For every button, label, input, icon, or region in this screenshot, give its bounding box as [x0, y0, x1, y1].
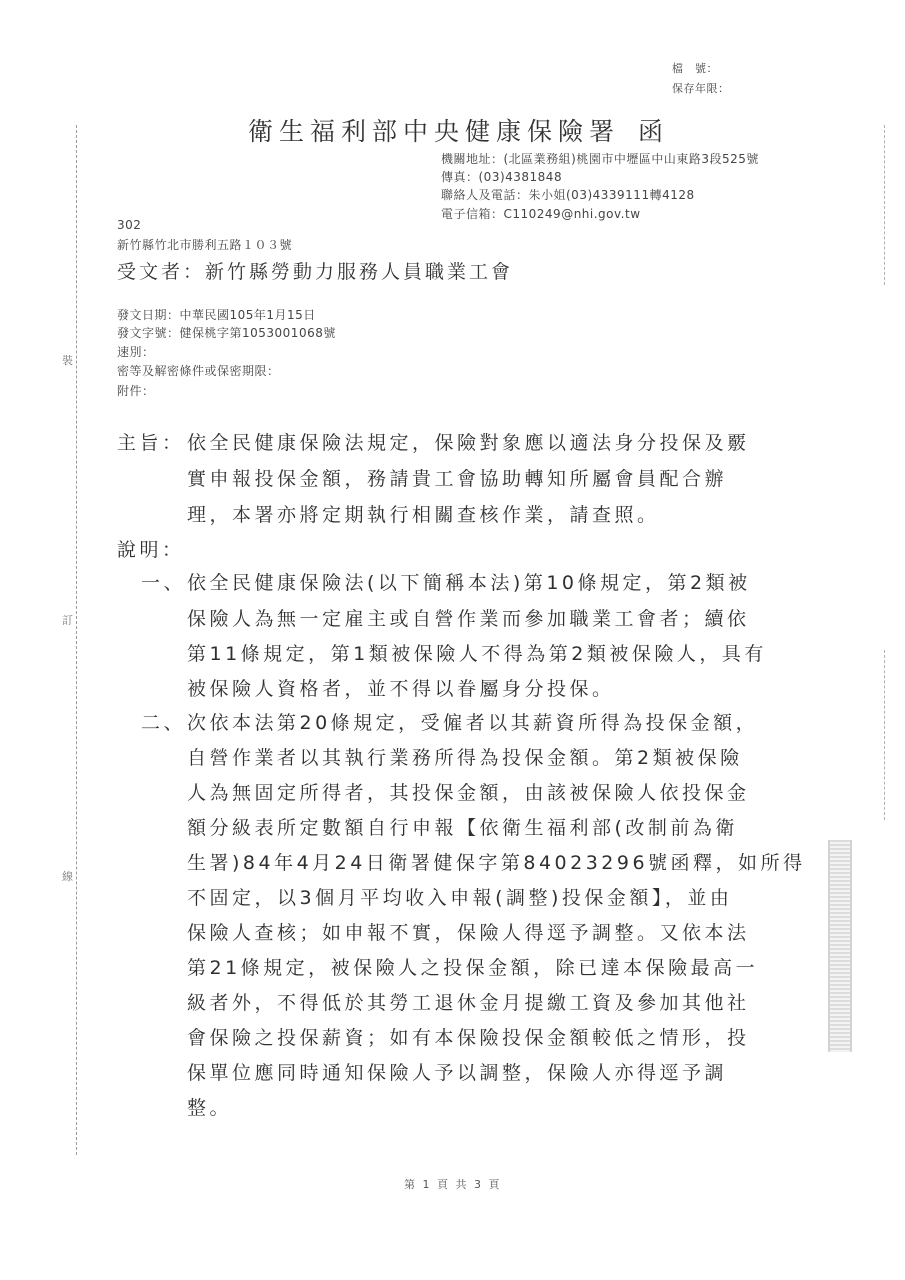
- doc-type: 函: [638, 117, 670, 146]
- item-marker: 二、: [141, 712, 187, 734]
- explanation-label: 說明：: [117, 539, 185, 561]
- file-number-label: 檔 號：: [672, 62, 718, 75]
- right-margin-line: [884, 125, 885, 285]
- sender-email: 電子信箱：C110249@nhi.gov.tw: [441, 207, 641, 221]
- subject-line: 理，本署亦將定期執行相關查核作業，請查照。: [187, 504, 660, 526]
- binding-line: [76, 125, 77, 1155]
- item1-line: 被保險人資格者，並不得以眷屬身分投保。: [187, 678, 615, 700]
- sender-contact: 聯絡人及電話：朱小姐(03)4339111轉4128: [441, 188, 695, 202]
- item2-line: 保險人查核；如申報不實，保險人得逕予調整。又依本法: [187, 922, 750, 944]
- binding-mark-top: 裝: [62, 354, 73, 367]
- urgency: 速別：: [117, 345, 155, 359]
- item2-line: 會保險之投保薪資；如有本保險投保金額較低之情形，投: [187, 1027, 750, 1049]
- page-title: [248, 112, 669, 148]
- retention-label: 保存年限：: [672, 82, 730, 95]
- item2-line: 自營作業者以其執行業務所得為投保金額。第2類被保險: [187, 747, 743, 769]
- recipient-address: 新竹縣竹北市勝利五路１０３號: [117, 238, 293, 252]
- item1-line: 保險人為無一定雇主或自營作業而參加職業工會者；續依: [187, 608, 750, 630]
- subject-label: 主旨：: [117, 432, 185, 454]
- sender-address: 機關地址：(北區業務組)桃園市中壢區中山東路3段525號: [441, 152, 759, 166]
- item1-line: 依全民健康保險法(以下簡稱本法)第10條規定，第2類被: [187, 572, 751, 594]
- receiver: 受文者：新竹縣勞動力服務人員職業工會: [117, 261, 514, 283]
- item2-line: 額分級表所定數額自行申報【依衛生福利部(改制前為衛: [187, 817, 738, 839]
- item2-line: 級者外，不得低於其勞工退休金月提繳工資及參加其他社: [187, 992, 750, 1014]
- issue-number: 發文字號：健保桃字第1053001068號: [117, 326, 336, 340]
- item2-line: 第21條規定，被保險人之投保金額，除已達本保險最高一: [187, 957, 759, 979]
- side-stamp: [828, 840, 852, 1052]
- page-number: 第 1 頁 共 3 頁: [404, 1178, 502, 1191]
- item2-line: 生署)84年4月24日衛署健保字第84023296號函釋，如所得: [187, 852, 806, 874]
- subject-line: 實申報投保金額，務請貴工會協助轉知所屬會員配合辦: [187, 468, 728, 490]
- item2-line: 整。: [187, 1097, 233, 1119]
- item1-line: 第11條規定，第1類被保險人不得為第2類被保險人，具有: [187, 643, 767, 665]
- sender-fax: 傳真：(03)4381848: [441, 170, 563, 184]
- postal-code: 302: [117, 218, 142, 232]
- item2-line: 保單位應同時通知保險人予以調整，保險人亦得逕予調: [187, 1062, 728, 1084]
- binding-mark-bottom: 線: [62, 870, 73, 883]
- right-margin-line: [884, 650, 885, 820]
- confidentiality: 密等及解密條件或保密期限：: [117, 364, 280, 378]
- subject-line: 依全民健康保險法規定，保險對象應以適法身分投保及覈: [187, 432, 750, 454]
- attachments: 附件：: [117, 384, 155, 398]
- item2-line: 人為無固定所得者，其投保金額，由該被保險人依投保金: [187, 782, 750, 804]
- item2-line: 次依本法第20條規定，受僱者以其薪資所得為投保金額，: [187, 712, 759, 734]
- item2-line: 不固定，以3個月平均收入申報(調整)投保金額】，並由: [187, 887, 733, 909]
- binding-mark-middle: 訂: [62, 614, 73, 627]
- agency-name: 衛生福利部中央健康保險署: [248, 117, 621, 146]
- item-marker: 一、: [141, 572, 187, 594]
- issue-date: 發文日期：中華民國105年1月15日: [117, 308, 316, 322]
